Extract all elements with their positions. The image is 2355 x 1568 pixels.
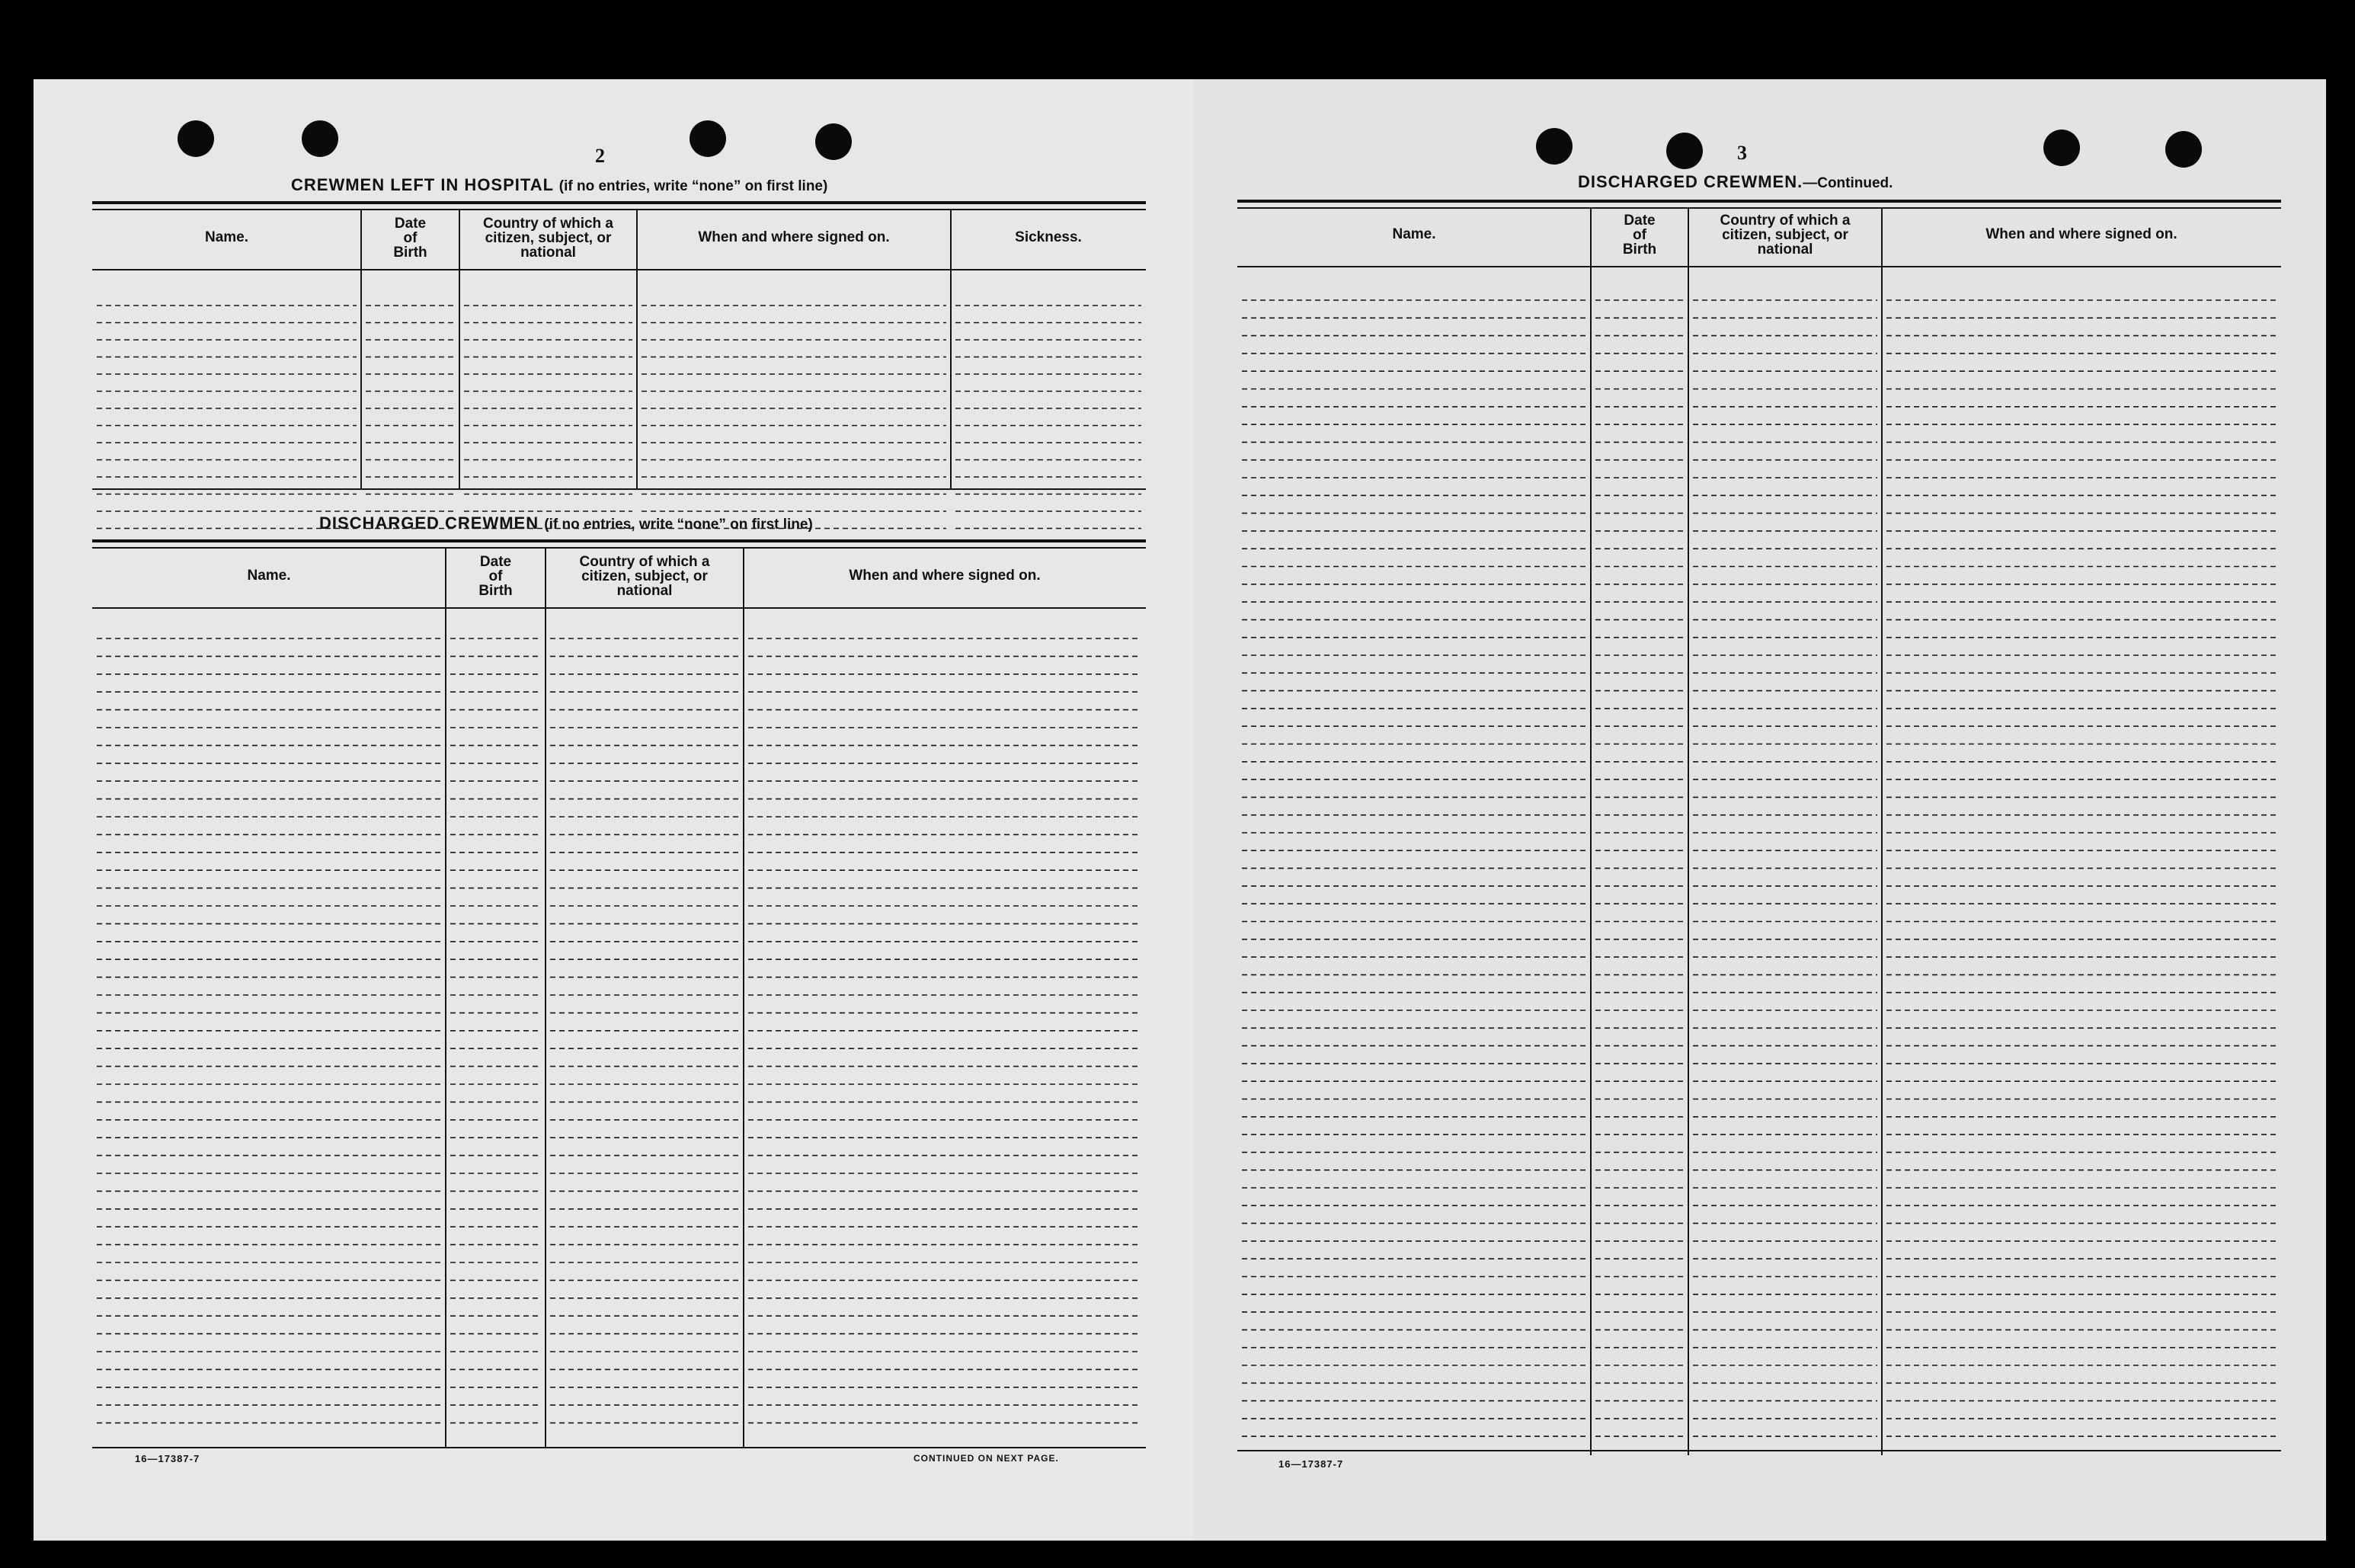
right-ruled-grid bbox=[1193, 79, 2326, 1541]
right-form-page bbox=[1193, 79, 2326, 1541]
hospital-title-text: CREWMEN LEFT IN HOSPITAL bbox=[291, 175, 554, 194]
form-number: 16—17387-7 bbox=[135, 1453, 200, 1464]
column-header-country: Country of which a citizen, subject, or national bbox=[1720, 213, 1851, 258]
column-header-date-of-birth: Date of Birth bbox=[393, 216, 427, 261]
hospital-instruction: (if no entries, write “none” on first line) bbox=[558, 178, 828, 194]
column-header-sickness: Sickness. bbox=[1015, 229, 1082, 245]
column-header-country: Country of which a citizen, subject, or national bbox=[579, 554, 710, 599]
discharged-title-text: DISCHARGED CREWMEN bbox=[319, 514, 539, 533]
column-header-name: Name. bbox=[204, 229, 249, 245]
page-number: 2 bbox=[595, 145, 605, 167]
column-header-name: Name. bbox=[1392, 226, 1436, 242]
column-header-country: Country of which a citizen, subject, or national bbox=[483, 216, 613, 261]
continued-suffix: —Continued. bbox=[1803, 175, 1893, 191]
column-header-signed-on: When and where signed on. bbox=[849, 568, 1041, 584]
continued-note: CONTINUED ON NEXT PAGE. bbox=[914, 1453, 1059, 1464]
left-ruled-grid bbox=[34, 79, 1193, 1541]
discharged-title-text: DISCHARGED CREWMEN. bbox=[1578, 172, 1803, 191]
column-header-signed-on: When and where signed on. bbox=[698, 229, 890, 245]
column-header-signed-on: When and where signed on. bbox=[1985, 226, 2177, 242]
column-header-date-of-birth: Date of Birth bbox=[478, 554, 513, 599]
column-header-date-of-birth: Date of Birth bbox=[1622, 213, 1657, 258]
column-header-name: Name. bbox=[247, 568, 291, 584]
page-number: 3 bbox=[1737, 142, 1747, 164]
discharged-instruction: (if no entries, write “none” on first line) bbox=[544, 517, 813, 533]
left-form-page bbox=[34, 79, 1193, 1541]
form-number: 16—17387-7 bbox=[1278, 1458, 1344, 1470]
